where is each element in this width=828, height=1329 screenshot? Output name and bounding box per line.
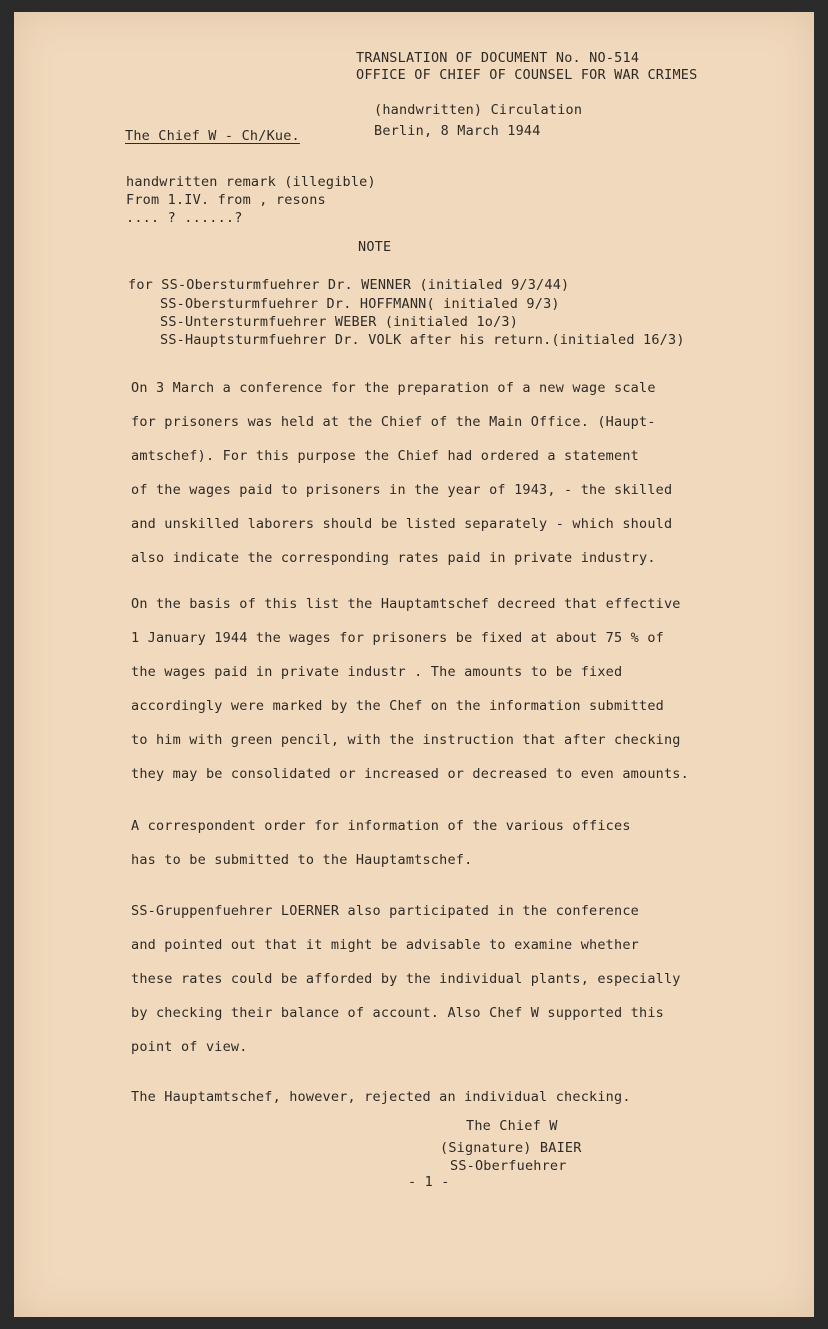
paragraph-line: and unskilled laborers should be listed separately - which should bbox=[131, 516, 673, 532]
paragraph-line: these rates could be afforded by the individual plants, especially bbox=[131, 971, 681, 987]
place-date: Berlin, 8 March 1944 bbox=[374, 123, 541, 139]
document-title: NOTE bbox=[358, 239, 392, 255]
paragraph-line: for prisoners was held at the Chief of the Main Office. (Haupt- bbox=[131, 414, 656, 430]
paragraph-line: to him with green pencil, with the instruction that after checking bbox=[131, 732, 681, 748]
reference-line: The Chief W - Ch/Kue. bbox=[125, 128, 300, 144]
recipient-2: SS-Obersturmfuehrer Dr. HOFFMANN( initialed 9/3) bbox=[160, 296, 560, 312]
recipient-3: SS-Untersturmfuehrer WEBER (initialed 1o/3) bbox=[160, 314, 519, 330]
paragraph-line: SS-Gruppenfuehrer LOERNER also participated in the conference bbox=[131, 903, 639, 919]
paragraph-line: On 3 March a conference for the preparation of a new wage scale bbox=[131, 380, 656, 396]
paragraph-line: point of view. bbox=[131, 1039, 248, 1055]
translation-heading: TRANSLATION OF DOCUMENT No. NO-514 bbox=[356, 50, 640, 66]
paragraph-5 bbox=[131, 1080, 731, 1114]
paragraph-line: has to be submitted to the Hauptamtschef. bbox=[131, 852, 473, 868]
paragraph-line: A correspondent order for information of the various offices bbox=[131, 818, 631, 834]
paragraph-line: 1 January 1944 the wages for prisoners be fixed at about 75 % of bbox=[131, 630, 664, 646]
paragraph-4 bbox=[131, 894, 731, 1064]
signature-rank: SS-Oberfuehrer bbox=[450, 1158, 567, 1174]
office-heading: OFFICE OF CHIEF OF COUNSEL FOR WAR CRIMES bbox=[356, 67, 698, 83]
paragraph-line: the wages paid in private industr . The amounts to be fixed bbox=[131, 664, 623, 680]
remark-line-2: From 1.IV. from , resons bbox=[126, 192, 326, 208]
paragraph-2 bbox=[131, 587, 731, 791]
paragraph-line: accordingly were marked by the Chef on the information submitted bbox=[131, 698, 664, 714]
remark-line-1: handwritten remark (illegible) bbox=[126, 174, 376, 190]
signature-name: (Signature) BAIER bbox=[440, 1140, 582, 1156]
paragraph-line: amtschef). For this purpose the Chief had ordered a statement bbox=[131, 448, 639, 464]
paragraph-line: of the wages paid to prisoners in the year of 1943, - the skilled bbox=[131, 482, 673, 498]
recipient-4: SS-Hauptsturmfuehrer Dr. VOLK after his return.(initialed 16/3) bbox=[160, 332, 685, 348]
paragraph-line: they may be consolidated or increased or decreased to even amounts. bbox=[131, 766, 689, 782]
circulation-note: (handwritten) Circulation bbox=[374, 102, 583, 118]
document-page bbox=[14, 12, 814, 1317]
paragraph-line: The Hauptamtschef, however, rejected an individual checking. bbox=[131, 1089, 631, 1105]
paragraph-line: also indicate the corresponding rates paid in private industry. bbox=[131, 550, 656, 566]
paragraph-line: On the basis of this list the Hauptamtschef decreed that effective bbox=[131, 596, 681, 612]
paragraph-3 bbox=[131, 809, 731, 877]
remark-line-3: .... ? ......? bbox=[126, 210, 243, 226]
recipient-1: for SS-Obersturmfuehrer Dr. WENNER (initialed 9/3/44) bbox=[128, 277, 570, 293]
paragraph-line: by checking their balance of account. Also Chef W supported this bbox=[131, 1005, 664, 1021]
signature-title: The Chief W bbox=[466, 1118, 558, 1134]
paragraph-1 bbox=[131, 371, 731, 575]
paragraph-line: and pointed out that it might be advisable to examine whether bbox=[131, 937, 639, 953]
page-number: - 1 - bbox=[408, 1174, 450, 1190]
